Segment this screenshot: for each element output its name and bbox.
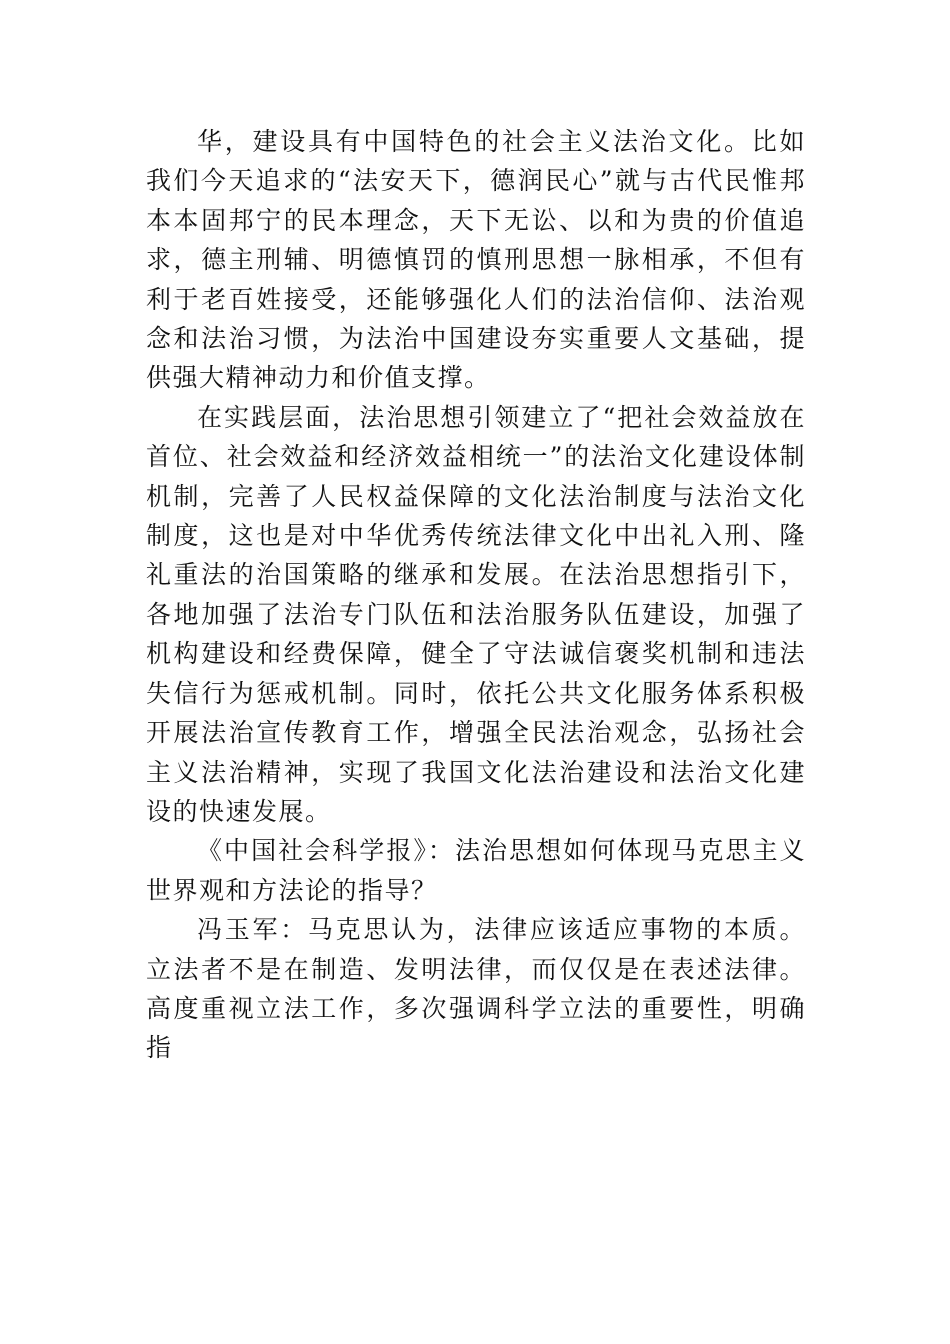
paragraph-interview-question: 《中国社会科学报》：法治思想如何体现马克思主义世界观和方法论的指导？: [146, 836, 806, 905]
paragraph-interview-answer: 冯玉军：马克思认为，法律应该适应事物的本质。立法者不是在制造、发明法律，而仅仅是在表述法律。高度重视立法工作，多次强调科学立法的重要性，明确指: [146, 915, 806, 1063]
paragraph-practice-level: 在实践层面，法治思想引领建立了“把社会效益放在首位、社会效益和经济效益相统一”的法治文化建设体制机制，完善了人民权益保障的文化法治制度与法治文化制度，这也是对中华优秀传统法律文化中出礼入刑、隆礼重法的治国策略的继承和发展。在法治思想指引下，各地加强了法治专门队伍和法治服务队伍建设，加强了机构建设和经费保障，健全了守法诚信褒奖机制和违法失信行为惩戒机制。同时，依托公共文化服务体系积极开展法治宣传教育工作，增强全民法治观念，弘扬社会主义法治精神，实现了我国文化法治建设和法治文化建设的快速发展。: [146, 402, 806, 826]
document-body: [146, 122, 806, 1068]
paragraph-legal-culture: 华，建设具有中国特色的社会主义法治文化。比如我们今天追求的“法安天下，德润民心”就与古代民惟邦本本固邦宁的民本理念，天下无讼、以和为贵的价值追求，德主刑辅、明德慎罚的慎刑思想一脉相承，不但有利于老百姓接受，还能够强化人们的法治信仰、法治观念和法治习惯，为法治中国建设夯实重要人文基础，提供强大精神动力和价值支撑。: [146, 127, 806, 393]
